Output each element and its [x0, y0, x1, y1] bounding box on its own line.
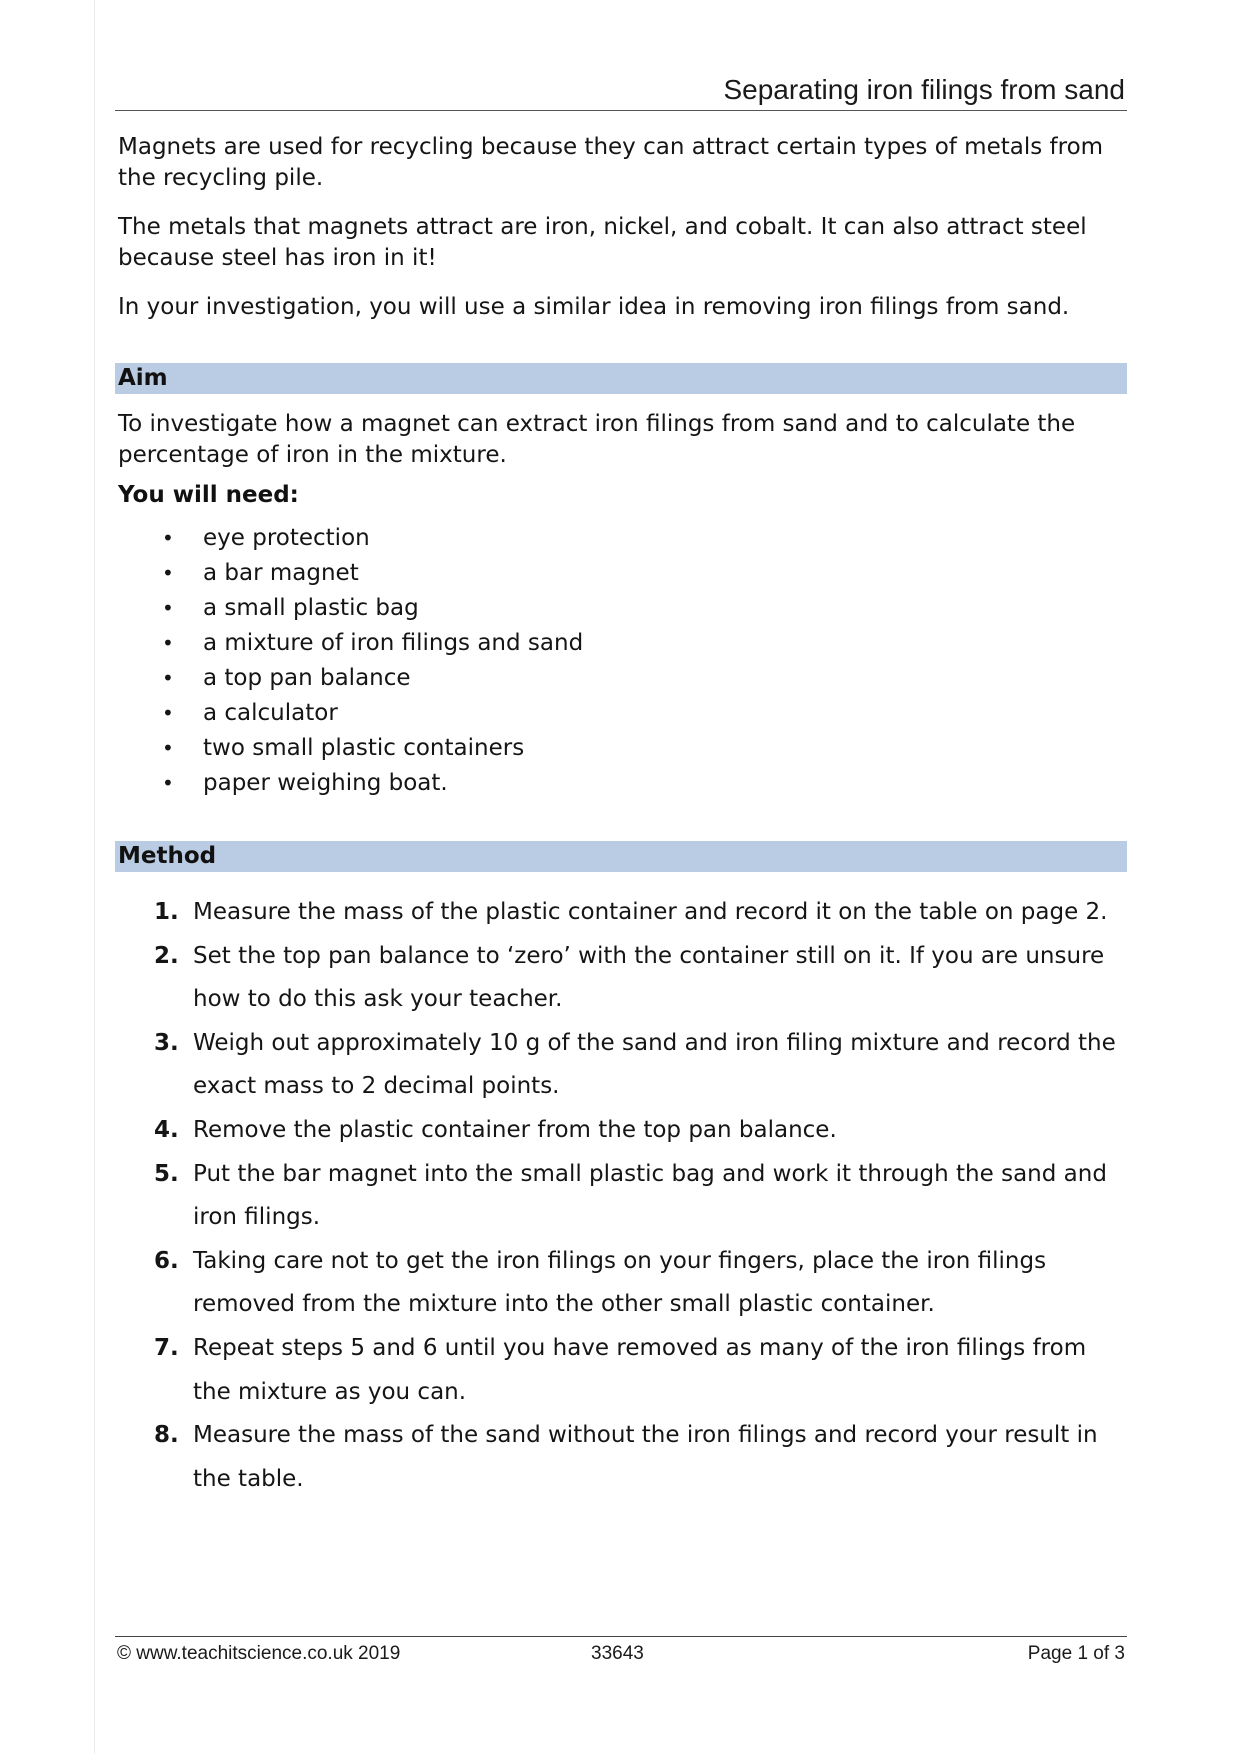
- page-edge-line: [94, 0, 95, 1754]
- intro-paragraph: Magnets are used for recycling because they can attract certain types of metals from the recycling pile.: [118, 134, 1104, 191]
- step-text: Set the top pan balance to ‘zero’ with the container still on it. If you are unsure how to do this ask your teacher.: [193, 942, 1105, 1013]
- step-number: 1.: [154, 899, 179, 925]
- method-step: [118, 1327, 1127, 1414]
- step-number: 3.: [154, 1029, 179, 1056]
- step-number: 4.: [154, 1116, 179, 1143]
- method-step: [118, 891, 1127, 935]
- list-item: [118, 628, 583, 663]
- equipment-item: eye protection: [203, 525, 370, 551]
- bullet-icon: •: [162, 701, 174, 725]
- footer-resource-code: 33643: [591, 1643, 644, 1664]
- bullet-icon: •: [162, 736, 174, 760]
- step-number: 2.: [154, 942, 179, 969]
- bullet-icon: •: [162, 631, 174, 655]
- list-item: [118, 593, 583, 628]
- equipment-list: [118, 523, 583, 803]
- aim-heading: Aim: [118, 365, 168, 391]
- aim-text: To investigate how a magnet can extract iron filings from sand and to calculate the percentage of iron in the mixture.: [118, 411, 1076, 468]
- method-step: [118, 1153, 1127, 1240]
- method-step: [118, 1022, 1127, 1109]
- bullet-icon: •: [162, 666, 174, 690]
- step-text: Measure the mass of the sand without the iron filings and record your result in the table.: [193, 1422, 1098, 1492]
- equipment-item: two small plastic containers: [203, 735, 525, 761]
- intro-paragraph: In your investigation, you will use a similar idea in removing iron filings from sand.: [118, 294, 1070, 320]
- equipment-item: a small plastic bag: [203, 595, 419, 621]
- bullet-icon: •: [162, 561, 174, 585]
- list-item: [118, 663, 583, 698]
- step-number: 7.: [154, 1334, 179, 1361]
- list-item: [118, 768, 583, 803]
- page-footer: [115, 1636, 1127, 1667]
- step-text: Repeat steps 5 and 6 until you have removed as many of the iron filings from the mixture as you can.: [193, 1334, 1087, 1405]
- step-text: Weigh out approximately 10 g of the sand and iron filing mixture and record the exact mass to 2 decimal points.: [193, 1029, 1116, 1100]
- list-item: [118, 733, 583, 768]
- step-text: Remove the plastic container from the top pan balance.: [193, 1116, 837, 1143]
- step-number: 5.: [154, 1160, 179, 1187]
- method-steps: [118, 891, 1127, 1501]
- method-heading: Method: [118, 843, 217, 869]
- page-header: [115, 70, 1127, 111]
- page-title: Separating iron filings from sand: [723, 74, 1125, 105]
- footer-copyright: © www.teachitscience.co.uk 2019: [117, 1643, 401, 1664]
- list-item: [118, 523, 583, 558]
- list-item: [118, 698, 583, 733]
- footer-page-number: Page 1 of 3: [1027, 1643, 1125, 1664]
- step-text: Taking care not to get the iron filings on your fingers, place the iron filings removed from the mixture into the other small plastic container.: [193, 1247, 1047, 1318]
- bullet-icon: •: [162, 596, 174, 620]
- bullet-icon: •: [162, 771, 174, 795]
- aim-section-header: [115, 363, 1127, 394]
- method-step: [118, 935, 1127, 1022]
- equipment-item: a top pan balance: [203, 665, 411, 691]
- step-text: Put the bar magnet into the small plastic bag and work it through the sand and iron filings.: [193, 1160, 1107, 1231]
- equipment-label: You will need:: [118, 482, 299, 508]
- method-step: [118, 1414, 1127, 1501]
- equipment-item: a mixture of iron filings and sand: [203, 630, 584, 656]
- method-section-header: [115, 841, 1127, 872]
- equipment-item: paper weighing boat.: [203, 770, 448, 796]
- step-text: Measure the mass of the plastic container and record it on the table on page 2.: [193, 899, 1108, 925]
- list-item: [118, 558, 583, 593]
- intro-paragraph: The metals that magnets attract are iron, nickel, and cobalt. It can also attract steel because steel has iron in it!: [118, 214, 1087, 271]
- equipment-item: a bar magnet: [203, 560, 359, 586]
- bullet-icon: •: [162, 526, 174, 550]
- method-step: [118, 1240, 1127, 1327]
- equipment-item: a calculator: [203, 700, 338, 726]
- method-step: [118, 1109, 1127, 1153]
- step-number: 8.: [154, 1422, 179, 1449]
- step-number: 6.: [154, 1247, 179, 1274]
